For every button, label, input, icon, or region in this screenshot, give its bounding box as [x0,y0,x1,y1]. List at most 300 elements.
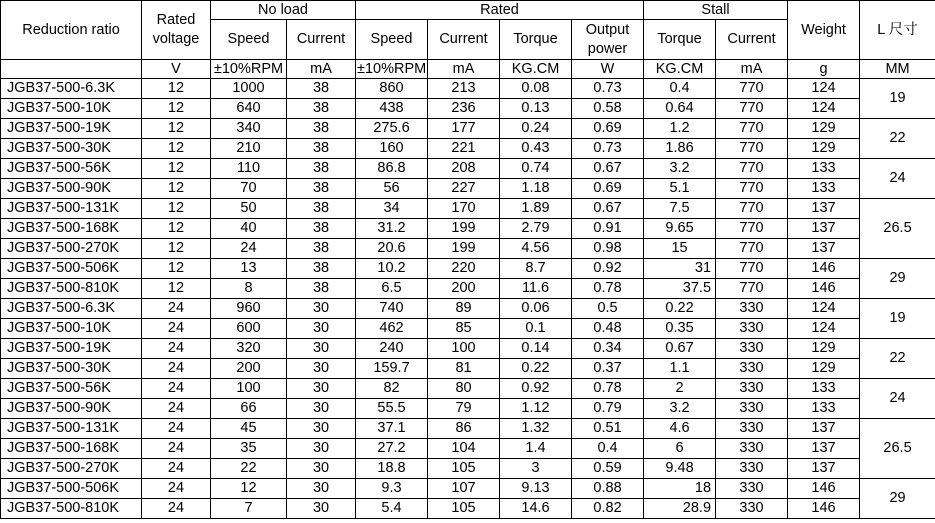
cell-length: 19 [860,79,935,119]
cell-length: 26.5 [860,199,935,259]
cell-rated-torque: 8.7 [500,259,572,279]
cell-stall-torque: 1.1 [644,359,716,379]
table-row [1,119,935,139]
cell-stall-current: 330 [716,339,788,359]
cell-stall-current: 770 [716,79,788,99]
cell-rated-torque: 14.6 [500,499,572,519]
cell-weight: 146 [788,479,860,499]
cell-rated-current: 81 [428,359,500,379]
cell-output-power: 0.37 [572,359,644,379]
cell-rated-current: 227 [428,179,500,199]
cell-no-load-current: 30 [287,359,356,379]
cell-rated-speed: 37.1 [356,419,428,439]
spec-rows [1,79,935,519]
cell-length: 29 [860,479,935,519]
cell-no-load-speed: 200 [211,359,287,379]
unit-model-blank [1,60,142,79]
cell-rated-current: 105 [428,499,500,519]
cell-voltage: 24 [142,499,211,519]
cell-no-load-speed: 600 [211,319,287,339]
cell-rated-speed: 27.2 [356,439,428,459]
table-row [1,459,935,479]
cell-stall-current: 330 [716,499,788,519]
cell-stall-current: 770 [716,159,788,179]
header-stall: Stall [644,1,788,20]
header-length: L 尺寸 [860,1,935,60]
table-row [1,219,935,239]
header-reduction-ratio: Reduction ratio [1,1,142,60]
cell-voltage: 24 [142,439,211,459]
cell-weight: 124 [788,99,860,119]
table-row [1,279,935,299]
table-row [1,479,935,499]
cell-stall-current: 330 [716,459,788,479]
cell-stall-torque: 0.35 [644,319,716,339]
cell-no-load-speed: 13 [211,259,287,279]
header-row-units [1,60,935,79]
cell-model: JGB37-500-90K [1,399,142,419]
cell-stall-torque: 3.2 [644,399,716,419]
cell-stall-torque: 0.64 [644,99,716,119]
cell-no-load-current: 38 [287,219,356,239]
cell-model: JGB37-500-30K [1,359,142,379]
cell-weight: 137 [788,239,860,259]
cell-no-load-speed: 7 [211,499,287,519]
cell-stall-torque: 31 [644,259,716,279]
cell-voltage: 24 [142,299,211,319]
cell-no-load-speed: 100 [211,379,287,399]
cell-weight: 133 [788,179,860,199]
cell-no-load-current: 38 [287,119,356,139]
header-rated-voltage: Rated voltage [142,1,211,60]
cell-rated-torque: 4.56 [500,239,572,259]
cell-rated-current: 213 [428,79,500,99]
cell-voltage: 24 [142,319,211,339]
header-rated-current: Current [428,20,500,60]
cell-stall-current: 330 [716,359,788,379]
header-row-groups [1,1,935,20]
cell-model: JGB37-500-56K [1,159,142,179]
cell-length: 22 [860,339,935,379]
cell-voltage: 12 [142,179,211,199]
cell-no-load-speed: 66 [211,399,287,419]
cell-length: 19 [860,299,935,339]
header-rated: Rated [356,1,644,20]
cell-length: 22 [860,119,935,159]
cell-rated-current: 200 [428,279,500,299]
unit-stall-torque: KG.CM [644,60,716,79]
cell-rated-speed: 438 [356,99,428,119]
cell-rated-speed: 6.5 [356,279,428,299]
table-row [1,399,935,419]
cell-voltage: 12 [142,119,211,139]
cell-stall-current: 770 [716,119,788,139]
cell-no-load-current: 38 [287,239,356,259]
unit-rated-torque: KG.CM [500,60,572,79]
cell-model: JGB37-500-6.3K [1,79,142,99]
cell-rated-speed: 5.4 [356,499,428,519]
unit-no-load-current: mA [287,60,356,79]
cell-weight: 129 [788,119,860,139]
cell-rated-torque: 9.13 [500,479,572,499]
cell-output-power: 0.78 [572,379,644,399]
cell-voltage: 12 [142,159,211,179]
cell-output-power: 0.69 [572,119,644,139]
table-row [1,319,935,339]
cell-output-power: 0.67 [572,199,644,219]
cell-rated-torque: 1.89 [500,199,572,219]
cell-rated-current: 199 [428,239,500,259]
header-no-load: No load [211,1,356,20]
cell-rated-current: 220 [428,259,500,279]
cell-no-load-current: 30 [287,399,356,419]
cell-output-power: 0.48 [572,319,644,339]
cell-model: JGB37-500-19K [1,119,142,139]
cell-rated-torque: 1.18 [500,179,572,199]
cell-model: JGB37-500-506K [1,259,142,279]
table-row [1,199,935,219]
cell-stall-torque: 0.67 [644,339,716,359]
cell-model: JGB37-500-506K [1,479,142,499]
cell-weight: 137 [788,199,860,219]
cell-no-load-speed: 340 [211,119,287,139]
cell-voltage: 24 [142,359,211,379]
table-row [1,439,935,459]
cell-weight: 133 [788,379,860,399]
cell-weight: 129 [788,359,860,379]
cell-weight: 146 [788,279,860,299]
header-stall-torque: Torque [644,20,716,60]
cell-rated-current: 86 [428,419,500,439]
cell-no-load-current: 30 [287,339,356,359]
cell-no-load-speed: 640 [211,99,287,119]
cell-rated-current: 79 [428,399,500,419]
cell-output-power: 0.79 [572,399,644,419]
cell-output-power: 0.92 [572,259,644,279]
cell-stall-current: 770 [716,179,788,199]
cell-rated-torque: 0.92 [500,379,572,399]
cell-rated-current: 170 [428,199,500,219]
cell-length: 24 [860,159,935,199]
cell-model: JGB37-500-131K [1,199,142,219]
cell-no-load-speed: 40 [211,219,287,239]
cell-rated-torque: 0.22 [500,359,572,379]
cell-voltage: 24 [142,339,211,359]
cell-rated-speed: 462 [356,319,428,339]
cell-weight: 137 [788,439,860,459]
cell-rated-torque: 2.79 [500,219,572,239]
table-row [1,79,935,99]
cell-no-load-speed: 45 [211,419,287,439]
cell-no-load-current: 38 [287,99,356,119]
cell-rated-current: 107 [428,479,500,499]
cell-output-power: 0.34 [572,339,644,359]
cell-no-load-speed: 70 [211,179,287,199]
cell-rated-current: 236 [428,99,500,119]
cell-stall-current: 330 [716,479,788,499]
cell-rated-torque: 0.43 [500,139,572,159]
cell-model: JGB37-500-168K [1,219,142,239]
cell-no-load-current: 38 [287,159,356,179]
cell-weight: 124 [788,319,860,339]
cell-no-load-speed: 22 [211,459,287,479]
cell-weight: 124 [788,79,860,99]
cell-voltage: 24 [142,459,211,479]
cell-model: JGB37-500-10K [1,319,142,339]
table-row [1,379,935,399]
cell-stall-torque: 0.22 [644,299,716,319]
header-rated-torque: Torque [500,20,572,60]
header-weight: Weight [788,1,860,60]
cell-weight: 133 [788,159,860,179]
cell-rated-speed: 56 [356,179,428,199]
cell-stall-torque: 9.48 [644,459,716,479]
cell-rated-torque: 0.14 [500,339,572,359]
cell-rated-current: 177 [428,119,500,139]
unit-voltage: V [142,60,211,79]
cell-voltage: 12 [142,139,211,159]
cell-no-load-current: 38 [287,199,356,219]
cell-rated-speed: 9.3 [356,479,428,499]
cell-voltage: 12 [142,99,211,119]
cell-no-load-speed: 8 [211,279,287,299]
cell-rated-speed: 240 [356,339,428,359]
cell-rated-speed: 82 [356,379,428,399]
cell-stall-torque: 28.9 [644,499,716,519]
cell-no-load-current: 30 [287,379,356,399]
cell-rated-torque: 1.4 [500,439,572,459]
table-row [1,159,935,179]
cell-weight: 146 [788,499,860,519]
cell-model: JGB37-500-810K [1,279,142,299]
cell-weight: 137 [788,459,860,479]
cell-rated-torque: 11.6 [500,279,572,299]
cell-stall-current: 330 [716,299,788,319]
cell-weight: 133 [788,399,860,419]
cell-rated-speed: 275.6 [356,119,428,139]
cell-no-load-current: 38 [287,179,356,199]
cell-no-load-speed: 24 [211,239,287,259]
table-row [1,99,935,119]
cell-stall-current: 770 [716,139,788,159]
cell-stall-current: 330 [716,399,788,419]
table-row [1,259,935,279]
cell-no-load-current: 30 [287,319,356,339]
cell-output-power: 0.78 [572,279,644,299]
table-row [1,419,935,439]
cell-no-load-speed: 110 [211,159,287,179]
cell-stall-current: 330 [716,439,788,459]
cell-stall-torque: 0.4 [644,79,716,99]
table-row [1,499,935,519]
cell-voltage: 24 [142,379,211,399]
cell-rated-torque: 0.74 [500,159,572,179]
cell-no-load-current: 30 [287,479,356,499]
cell-rated-speed: 10.2 [356,259,428,279]
cell-no-load-current: 38 [287,279,356,299]
cell-rated-torque: 0.13 [500,99,572,119]
cell-no-load-current: 30 [287,299,356,319]
cell-rated-torque: 1.12 [500,399,572,419]
cell-weight: 129 [788,139,860,159]
unit-stall-current: mA [716,60,788,79]
cell-voltage: 24 [142,399,211,419]
table-row [1,179,935,199]
cell-output-power: 0.58 [572,99,644,119]
cell-rated-speed: 159.7 [356,359,428,379]
table-row [1,139,935,159]
cell-no-load-current: 38 [287,259,356,279]
cell-rated-torque: 3 [500,459,572,479]
unit-weight: g [788,60,860,79]
cell-rated-speed: 31.2 [356,219,428,239]
cell-voltage: 24 [142,419,211,439]
header-output-power: Output power [572,20,644,60]
cell-rated-speed: 740 [356,299,428,319]
cell-no-load-current: 38 [287,79,356,99]
cell-model: JGB37-500-810K [1,499,142,519]
cell-rated-torque: 0.24 [500,119,572,139]
unit-no-load-speed: ±10%RPM [211,60,287,79]
cell-stall-current: 770 [716,279,788,299]
cell-voltage: 12 [142,219,211,239]
cell-rated-speed: 18.8 [356,459,428,479]
cell-output-power: 0.98 [572,239,644,259]
header-no-load-speed: Speed [211,20,287,60]
cell-stall-current: 330 [716,419,788,439]
cell-no-load-speed: 50 [211,199,287,219]
cell-output-power: 0.5 [572,299,644,319]
cell-output-power: 0.88 [572,479,644,499]
cell-length: 24 [860,379,935,419]
cell-stall-torque: 7.5 [644,199,716,219]
header-stall-current: Current [716,20,788,60]
cell-stall-torque: 1.2 [644,119,716,139]
cell-model: JGB37-500-30K [1,139,142,159]
cell-rated-speed: 55.5 [356,399,428,419]
cell-stall-torque: 3.2 [644,159,716,179]
cell-rated-torque: 0.1 [500,319,572,339]
cell-rated-current: 105 [428,459,500,479]
cell-weight: 137 [788,219,860,239]
unit-rated-speed: ±10%RPM [357,61,427,77]
cell-weight: 124 [788,299,860,319]
cell-rated-current: 208 [428,159,500,179]
cell-stall-current: 770 [716,219,788,239]
table-row [1,359,935,379]
table-row [1,299,935,319]
cell-no-load-speed: 960 [211,299,287,319]
cell-weight: 146 [788,259,860,279]
cell-rated-current: 85 [428,319,500,339]
cell-no-load-current: 30 [287,439,356,459]
cell-stall-torque: 18 [644,479,716,499]
cell-rated-current: 104 [428,439,500,459]
cell-rated-current: 199 [428,219,500,239]
header-rated-speed: Speed [356,20,428,60]
cell-length: 26.5 [860,419,935,479]
cell-output-power: 0.91 [572,219,644,239]
cell-stall-torque: 5.1 [644,179,716,199]
cell-output-power: 0.51 [572,419,644,439]
cell-model: JGB37-500-270K [1,459,142,479]
cell-stall-current: 770 [716,239,788,259]
cell-output-power: 0.82 [572,499,644,519]
cell-weight: 129 [788,339,860,359]
cell-output-power: 0.4 [572,439,644,459]
cell-stall-current: 770 [716,199,788,219]
cell-no-load-current: 38 [287,139,356,159]
cell-no-load-current: 30 [287,419,356,439]
cell-no-load-speed: 210 [211,139,287,159]
cell-stall-torque: 9.65 [644,219,716,239]
cell-voltage: 24 [142,479,211,499]
cell-rated-speed: 34 [356,199,428,219]
cell-voltage: 12 [142,199,211,219]
cell-stall-torque: 37.5 [644,279,716,299]
cell-output-power: 0.59 [572,459,644,479]
cell-stall-current: 330 [716,319,788,339]
cell-output-power: 0.73 [572,139,644,159]
cell-model: JGB37-500-168K [1,439,142,459]
cell-stall-torque: 6 [644,439,716,459]
cell-stall-torque: 1.86 [644,139,716,159]
cell-model: JGB37-500-131K [1,419,142,439]
cell-output-power: 0.73 [572,79,644,99]
cell-no-load-speed: 320 [211,339,287,359]
cell-no-load-current: 30 [287,499,356,519]
cell-output-power: 0.69 [572,179,644,199]
cell-rated-speed: 86.8 [356,159,428,179]
cell-rated-current: 100 [428,339,500,359]
cell-voltage: 12 [142,279,211,299]
cell-rated-torque: 0.06 [500,299,572,319]
cell-stall-torque: 4.6 [644,419,716,439]
cell-rated-current: 221 [428,139,500,159]
cell-voltage: 12 [142,79,211,99]
cell-weight: 137 [788,419,860,439]
cell-stall-torque: 2 [644,379,716,399]
cell-rated-current: 89 [428,299,500,319]
table-row [1,239,935,259]
unit-output-power: W [572,60,644,79]
cell-model: JGB37-500-19K [1,339,142,359]
cell-stall-current: 770 [716,259,788,279]
cell-rated-current: 80 [428,379,500,399]
cell-rated-speed: 20.6 [356,239,428,259]
cell-stall-current: 330 [716,379,788,399]
header-no-load-current: Current [287,20,356,60]
cell-model: JGB37-500-270K [1,239,142,259]
cell-rated-torque: 0.08 [500,79,572,99]
unit-rated-current: mA [428,60,500,79]
cell-model: JGB37-500-6.3K [1,299,142,319]
cell-no-load-speed: 12 [211,479,287,499]
table-row [1,339,935,359]
cell-rated-torque: 1.32 [500,419,572,439]
cell-voltage: 12 [142,239,211,259]
cell-model: JGB37-500-10K [1,99,142,119]
cell-rated-speed: 860 [356,79,428,99]
cell-stall-current: 770 [716,99,788,119]
cell-output-power: 0.67 [572,159,644,179]
cell-no-load-speed: 1000 [211,79,287,99]
cell-stall-torque: 15 [644,239,716,259]
cell-length: 29 [860,259,935,299]
unit-length: MM [860,60,935,79]
cell-model: JGB37-500-90K [1,179,142,199]
cell-voltage: 12 [142,259,211,279]
